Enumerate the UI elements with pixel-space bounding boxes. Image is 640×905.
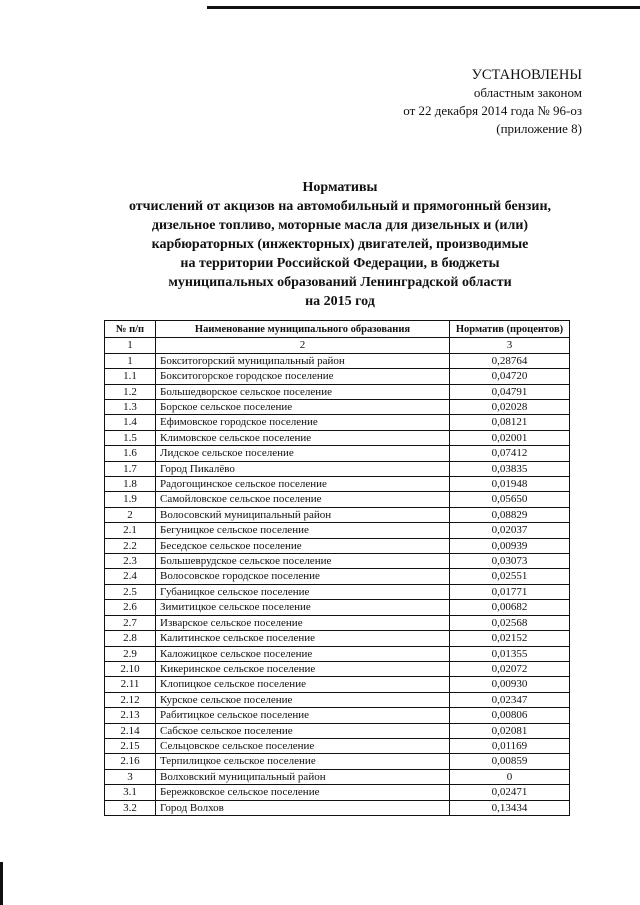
table-row: [105, 646, 570, 661]
row-municipality: Каложицкое сельское поселение: [156, 646, 450, 661]
header-number: № п/п: [105, 321, 156, 338]
row-number: 2.3: [105, 554, 156, 569]
table-row: [105, 769, 570, 784]
approval-heading: УСТАНОВЛЕНЫ: [471, 67, 582, 83]
index-cell: 3: [450, 338, 570, 353]
row-norm: 0,04720: [450, 369, 570, 384]
row-municipality: Большедворское сельское поселение: [156, 384, 450, 399]
row-norm: 0,28764: [450, 353, 570, 368]
table-row: [105, 738, 570, 753]
title-line: на территории Российской Федерации, в бюджеты: [180, 256, 500, 271]
title-line: Нормативы: [302, 180, 378, 195]
table-row: [105, 353, 570, 368]
table-row: [105, 446, 570, 461]
row-norm: 0,07412: [450, 446, 570, 461]
row-number: 1.5: [105, 430, 156, 445]
table-row: [105, 800, 570, 815]
table-row: [105, 692, 570, 707]
row-municipality: Сельцовское сельское поселение: [156, 738, 450, 753]
row-municipality: Ефимовское городское поселение: [156, 415, 450, 430]
table-row: [105, 384, 570, 399]
row-municipality: Сабское сельское поселение: [156, 723, 450, 738]
row-norm: 0,02001: [450, 430, 570, 445]
norms-table: [104, 320, 570, 816]
table-row: [105, 661, 570, 676]
row-norm: 0,02568: [450, 615, 570, 630]
approval-appendix: (приложение 8): [496, 121, 582, 136]
row-municipality: Бокситогорский муниципальный район: [156, 353, 450, 368]
row-number: 3.1: [105, 785, 156, 800]
title-line: отчислений от акцизов на автомобильный и прямогонный бензин,: [128, 199, 552, 214]
approval-block: [342, 66, 582, 138]
row-municipality: Климовское сельское поселение: [156, 430, 450, 445]
row-municipality: Самойловское сельское поселение: [156, 492, 450, 507]
row-municipality: Клопицкое сельское поселение: [156, 677, 450, 692]
header-name: Наименование муниципального образования: [156, 321, 450, 338]
table-row: [105, 369, 570, 384]
row-number: 1.6: [105, 446, 156, 461]
title-line: на 2015 год: [305, 294, 375, 309]
row-number: 3.2: [105, 800, 156, 815]
title-line: муниципальных образований Ленинградской области: [168, 275, 512, 290]
table-row: [105, 600, 570, 615]
row-norm: 0,03073: [450, 554, 570, 569]
row-norm: 0,01355: [450, 646, 570, 661]
table-row: [105, 785, 570, 800]
row-municipality: Большеврудское сельское поселение: [156, 554, 450, 569]
row-number: 2.9: [105, 646, 156, 661]
row-norm: 0,08121: [450, 415, 570, 430]
row-norm: 0,00859: [450, 754, 570, 769]
row-number: 2.11: [105, 677, 156, 692]
table-row: [105, 631, 570, 646]
approval-law-date: от 22 декабря 2014 года № 96-оз: [403, 103, 582, 118]
row-municipality: Лидское сельское поселение: [156, 446, 450, 461]
row-municipality: Бокситогорское городское поселение: [156, 369, 450, 384]
row-norm: 0: [450, 769, 570, 784]
row-municipality: Город Волхов: [156, 800, 450, 815]
table-row: [105, 723, 570, 738]
row-number: 1.2: [105, 384, 156, 399]
table-row: [105, 754, 570, 769]
row-municipality: Бережковское сельское поселение: [156, 785, 450, 800]
table-row: [105, 708, 570, 723]
row-number: 2.5: [105, 584, 156, 599]
row-norm: 0,01948: [450, 477, 570, 492]
row-municipality: Бегуницкое сельское поселение: [156, 523, 450, 538]
row-number: 2.15: [105, 738, 156, 753]
table-row: [105, 584, 570, 599]
row-municipality: Калитинское сельское поселение: [156, 631, 450, 646]
row-municipality: Курское сельское поселение: [156, 692, 450, 707]
table-row: [105, 554, 570, 569]
scan-edge-top: [207, 6, 640, 9]
row-municipality: Терпилицкое сельское поселение: [156, 754, 450, 769]
row-norm: 0,02471: [450, 785, 570, 800]
row-norm: 0,01771: [450, 584, 570, 599]
row-number: 2.4: [105, 569, 156, 584]
row-number: 2.6: [105, 600, 156, 615]
row-number: 2.13: [105, 708, 156, 723]
row-number: 2.1: [105, 523, 156, 538]
row-norm: 0,02028: [450, 400, 570, 415]
table-row: [105, 569, 570, 584]
row-number: 2.7: [105, 615, 156, 630]
row-number: 2.8: [105, 631, 156, 646]
row-norm: 0,04791: [450, 384, 570, 399]
row-norm: 0,00806: [450, 708, 570, 723]
row-municipality: Зимитицкое сельское поселение: [156, 600, 450, 615]
row-municipality: Волховский муниципальный район: [156, 769, 450, 784]
table-row: [105, 477, 570, 492]
index-cell: 1: [105, 338, 156, 353]
row-municipality: Беседское сельское поселение: [156, 538, 450, 553]
row-number: 1.3: [105, 400, 156, 415]
index-cell: 2: [156, 338, 450, 353]
row-municipality: Волосовский муниципальный район: [156, 507, 450, 522]
title-line: карбюраторных (инжекторных) двигателей, производимые: [151, 237, 529, 252]
row-number: 2.12: [105, 692, 156, 707]
row-number: 3: [105, 769, 156, 784]
row-number: 2.16: [105, 754, 156, 769]
row-norm: 0,00939: [450, 538, 570, 553]
row-municipality: Борское сельское поселение: [156, 400, 450, 415]
row-norm: 0,03835: [450, 461, 570, 476]
header-norm: Норматив (процентов): [450, 321, 570, 338]
table-row: [105, 538, 570, 553]
row-norm: 0,02072: [450, 661, 570, 676]
row-norm: 0,05650: [450, 492, 570, 507]
row-number: 2.10: [105, 661, 156, 676]
scan-edge-left: [0, 862, 3, 905]
table-row: [105, 492, 570, 507]
row-number: 1.1: [105, 369, 156, 384]
row-norm: 0,08829: [450, 507, 570, 522]
row-number: 1.9: [105, 492, 156, 507]
row-number: 2.2: [105, 538, 156, 553]
row-norm: 0,00682: [450, 600, 570, 615]
table-row: [105, 430, 570, 445]
table-index-row: [105, 338, 570, 353]
row-municipality: Радогощинское сельское поселение: [156, 477, 450, 492]
row-municipality: Губаницкое сельское поселение: [156, 584, 450, 599]
table-row: [105, 400, 570, 415]
row-number: 2.14: [105, 723, 156, 738]
row-number: 1.4: [105, 415, 156, 430]
row-municipality: Кикеринское сельское поселение: [156, 661, 450, 676]
row-norm: 0,02081: [450, 723, 570, 738]
row-norm: 0,02037: [450, 523, 570, 538]
row-number: 2: [105, 507, 156, 522]
row-municipality: Волосовское городское поселение: [156, 569, 450, 584]
row-norm: 0,13434: [450, 800, 570, 815]
table-header-row: [105, 321, 570, 338]
table-row: [105, 615, 570, 630]
row-norm: 0,02152: [450, 631, 570, 646]
table-row: [105, 507, 570, 522]
row-norm: 0,01169: [450, 738, 570, 753]
row-municipality: Рабитицкое сельское поселение: [156, 708, 450, 723]
table-row: [105, 523, 570, 538]
row-number: 1.8: [105, 477, 156, 492]
row-norm: 0,02551: [450, 569, 570, 584]
row-number: 1.7: [105, 461, 156, 476]
row-number: 1: [105, 353, 156, 368]
table-row: [105, 415, 570, 430]
row-municipality: Город Пикалёво: [156, 461, 450, 476]
row-norm: 0,02347: [450, 692, 570, 707]
approval-law-label: областным законом: [473, 85, 582, 100]
table-row: [105, 461, 570, 476]
row-norm: 0,00930: [450, 677, 570, 692]
table-row: [105, 677, 570, 692]
document-title: [60, 178, 620, 311]
title-line: дизельное топливо, моторные масла для дизельных и (или): [151, 218, 529, 233]
row-municipality: Изварское сельское поселение: [156, 615, 450, 630]
